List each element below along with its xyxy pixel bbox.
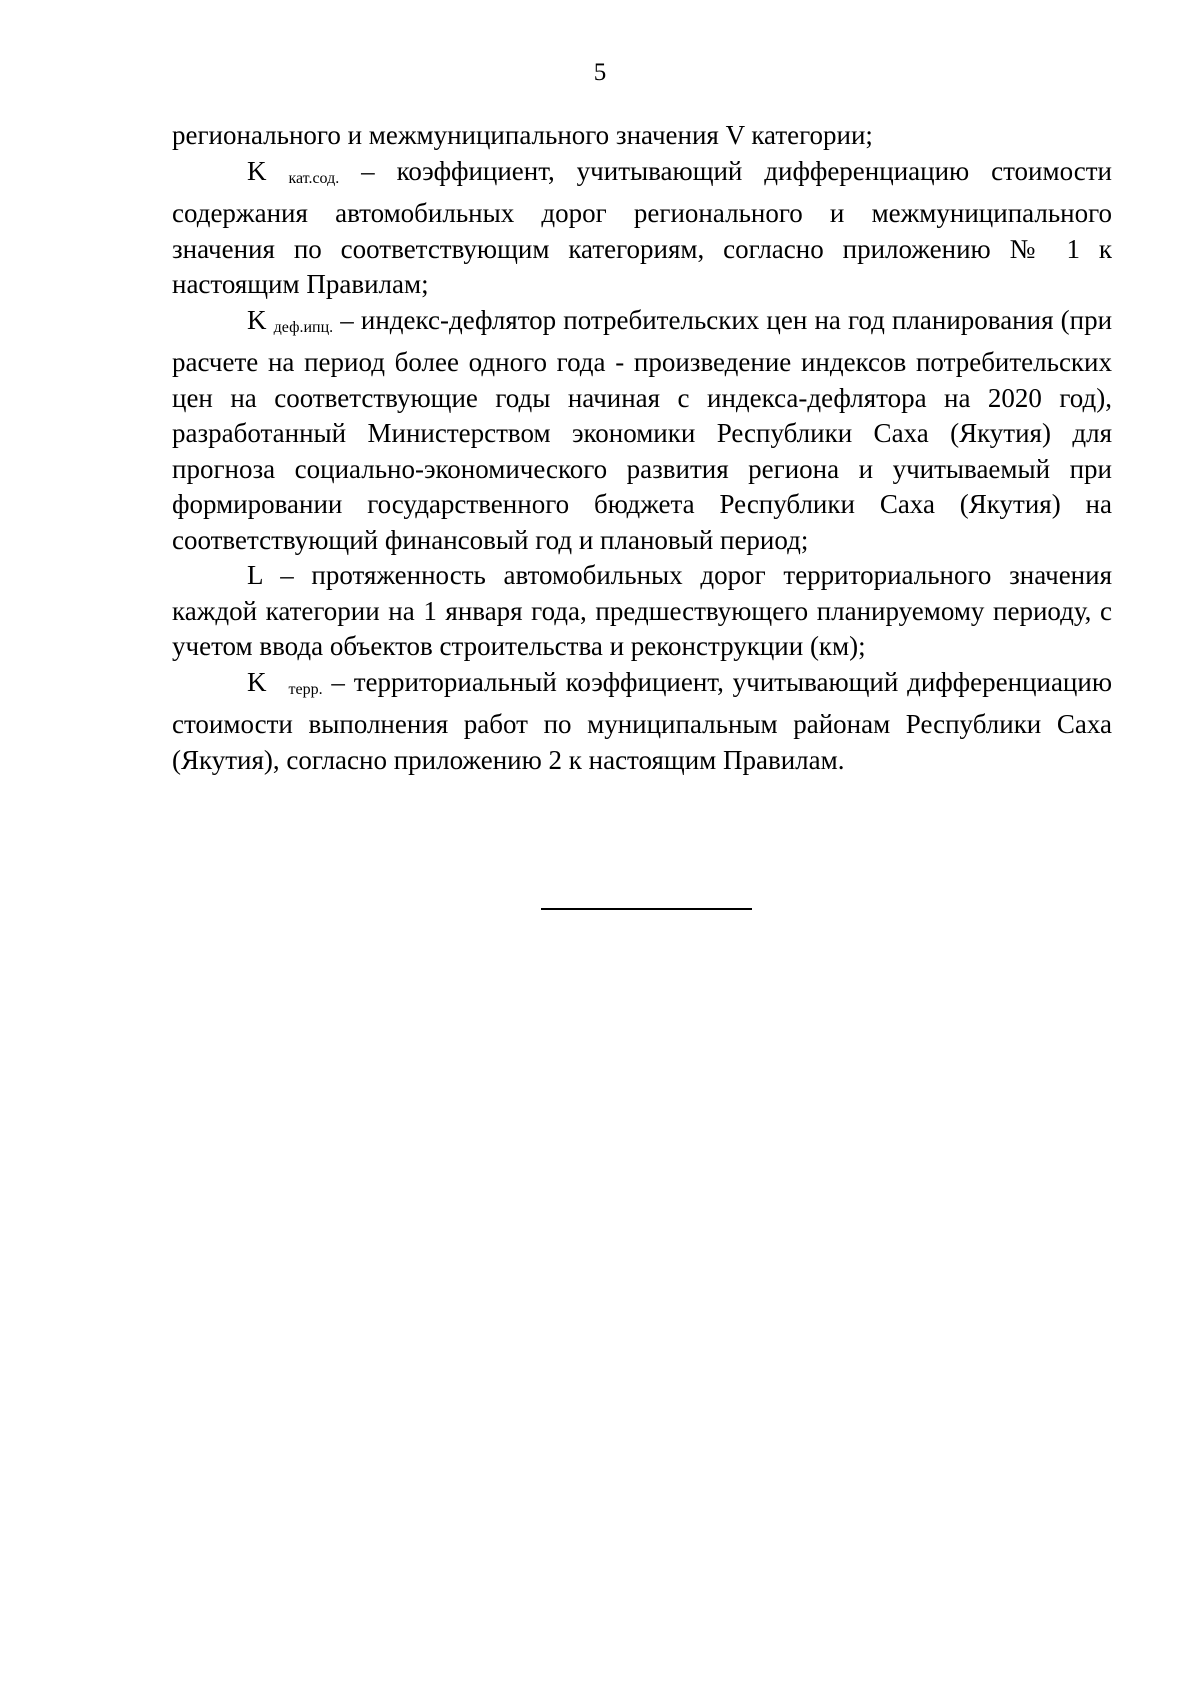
paragraph-text: – коэффициент, учитывающий дифференциацию стоимости содержания автомобильных дорог регионального и межмуниципального значения по соответствующим категориям, согласно приложению № 1 к настоящим Правилам; <box>172 155 1112 299</box>
coefficient-symbol: K <box>247 155 267 186</box>
coefficient-subscript: кат.сод. <box>288 169 340 187</box>
paragraph-l-length <box>172 558 1112 665</box>
paragraph-text: регионального и межмуниципального значения V категории; <box>172 120 873 150</box>
coefficient-symbol: K <box>247 666 267 697</box>
paragraph-text: L – протяженность автомобильных дорог территориального значения каждой категории на 1 января года, предшествующего планируемому периоду, с учетом ввода объектов строительства и реконструкции (км); <box>172 560 1112 661</box>
page-number: 5 <box>593 59 607 86</box>
paragraph-k-def-ipc <box>172 303 1112 559</box>
body-text <box>172 118 1112 778</box>
end-divider-line <box>541 908 752 910</box>
coefficient-subscript: деф.ипц. <box>273 318 334 336</box>
paragraph-continuation <box>172 118 1112 154</box>
paragraph-k-kat-sod <box>172 154 1112 303</box>
paragraph-k-terr <box>172 665 1112 779</box>
paragraph-text: – территориальный коэффициент, учитывающий дифференциацию стоимости выполнения работ по муниципальным районам Республики Саха (Якутия), согласно приложению 2 к настоящим Правилам. <box>172 666 1113 775</box>
coefficient-subscript: терр. <box>288 680 323 698</box>
paragraph-text: – индекс-дефлятор потребительских цен на год планирования (при расчете на период более одного года - произведение индексов потребительских цен на соответствующие годы начиная с индекса-дефлятора на 2020 год), разработанный Министерством экономики Республики Саха (Якутия) для прогноза социально-экономического развития региона и учитываемый при формировании государственного бюджета Республики Саха (Якутия) на соответствующий финансовый год и плановый период; <box>172 304 1113 555</box>
coefficient-symbol: K <box>247 304 267 335</box>
